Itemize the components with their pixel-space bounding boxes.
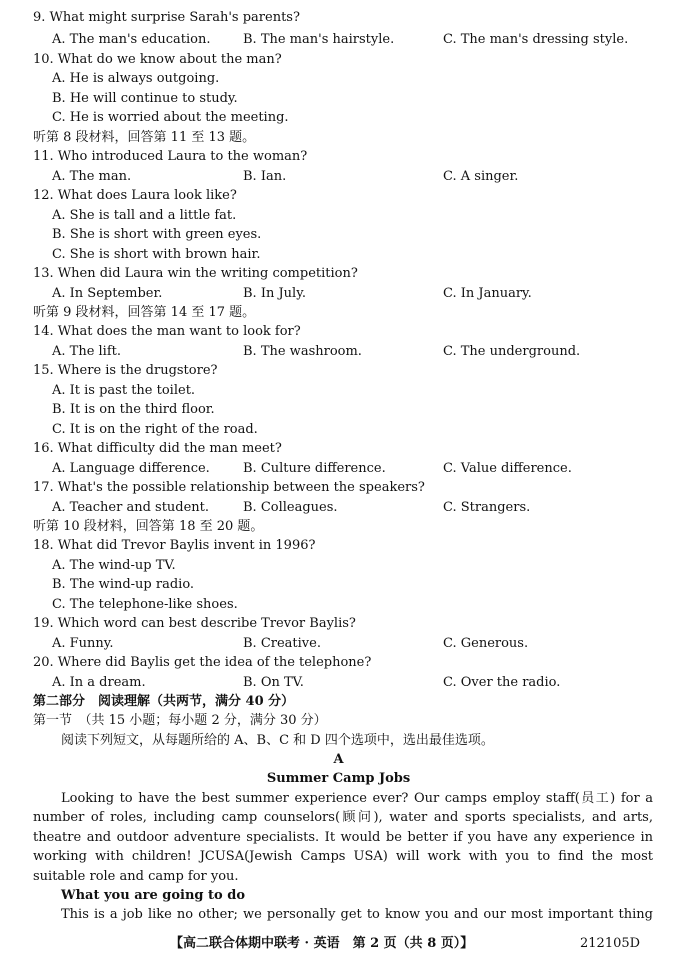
question-17-option-c: C. Strangers.: [443, 500, 531, 515]
passage-line-1: Looking to have the best summer experience ever? Our camps employ staff(员工) for a: [61, 791, 653, 806]
question-9-option-a: A. The man's education.: [52, 32, 211, 47]
question-17-option-a: A. Teacher and student.: [52, 500, 210, 515]
question-16-options: [33, 459, 653, 479]
question-18-stem: 18. What did Trevor Baylis invent in 1996?: [33, 538, 316, 553]
question-18-option-b: B. The wind-up radio.: [52, 577, 195, 592]
listening-instruction-9: 听第 9 段材料，回答第 14 至 17 题。: [33, 305, 256, 320]
question-9-options: [33, 30, 653, 50]
question-17-options: [33, 498, 653, 518]
question-12-stem: 12. What does Laura look like?: [33, 188, 237, 203]
part-2-title: 阅读理解（共两节，满分 40 分）: [98, 694, 295, 709]
passage-line-4: working with children! JCUSA(Jewish Camps USA) will work with you to find the most: [33, 849, 653, 864]
reading-instruction: 阅读下列短文，从每题所给的 A、B、C 和 D 四个选项中，选出最佳选项。: [61, 733, 494, 748]
part-2-label: 第二部分: [33, 694, 86, 709]
listening-instruction-10: 听第 10 段材料，回答第 18 至 20 题。: [33, 519, 264, 534]
question-19-option-a: A. Funny.: [52, 636, 114, 651]
question-15-option-c: C. It is on the right of the road.: [52, 422, 258, 437]
passage-line-5: suitable role and camp for you.: [33, 869, 239, 884]
question-9-stem: 9. What might surprise Sarah's parents?: [33, 10, 300, 25]
page-footer: [0, 934, 677, 954]
question-19-option-b: B. Creative.: [243, 636, 321, 651]
question-15-option-a: A. It is past the toilet.: [52, 383, 196, 398]
question-18-option-a: A. The wind-up TV.: [52, 558, 176, 573]
passage-line-6: This is a job like no other; we personally get to know you and our most important thing: [61, 907, 653, 922]
question-16-option-b: B. Culture difference.: [243, 461, 386, 476]
question-15-option-b: B. It is on the third floor.: [52, 402, 215, 417]
question-19-option-c: C. Generous.: [443, 636, 529, 651]
question-10-option-b: B. He will continue to study.: [52, 91, 238, 106]
question-10-option-c: C. He is worried about the meeting.: [52, 110, 289, 125]
question-16-option-c: C. Value difference.: [443, 461, 572, 476]
question-10-option-a: A. He is always outgoing.: [52, 71, 220, 86]
question-9-option-b: B. The man's hairstyle.: [243, 32, 395, 47]
part-2-heading: [33, 692, 653, 712]
question-20-options: [33, 673, 653, 693]
question-19-options: [33, 634, 653, 654]
listening-instruction-8: 听第 8 段材料，回答第 11 至 13 题。: [33, 130, 256, 145]
question-12-option-a: A. She is tall and a little fat.: [52, 208, 237, 223]
question-13-option-b: B. In July.: [243, 286, 306, 301]
passage-letter: A: [333, 752, 344, 767]
question-10-stem: 10. What do we know about the man?: [33, 52, 282, 67]
question-13-option-a: A. In September.: [52, 286, 163, 301]
question-14-stem: 14. What does the man want to look for?: [33, 324, 301, 339]
question-14-option-c: C. The underground.: [443, 344, 581, 359]
question-11-option-a: A. The man.: [52, 169, 132, 184]
question-11-option-b: B. Ian.: [243, 169, 287, 184]
question-12-option-b: B. She is short with green eyes.: [52, 227, 262, 242]
question-15-stem: 15. Where is the drugstore?: [33, 363, 218, 378]
question-16-option-a: A. Language difference.: [52, 461, 210, 476]
question-9-option-c: C. The man's dressing style.: [443, 32, 629, 47]
question-11-option-c: C. A singer.: [443, 169, 519, 184]
question-14-option-b: B. The washroom.: [243, 344, 362, 359]
question-13-option-c: C. In January.: [443, 286, 532, 301]
passage-title: Summer Camp Jobs: [266, 771, 411, 786]
question-17-option-b: B. Colleagues.: [243, 500, 338, 515]
question-17-stem: 17. What's the possible relationship between the speakers?: [33, 480, 425, 495]
question-20-option-c: C. Over the radio.: [443, 675, 561, 690]
question-13-stem: 13. When did Laura win the writing competition?: [33, 266, 358, 281]
passage-line-3: theatre and outdoor adventure specialists. It would be better if you have any experience in: [33, 830, 653, 845]
question-20-stem: 20. Where did Baylis get the idea of the telephone?: [33, 655, 372, 670]
question-20-option-a: A. In a dream.: [52, 675, 146, 690]
question-19-stem: 19. Which word can best describe Trevor Baylis?: [33, 616, 356, 631]
question-14-option-a: A. The lift.: [52, 344, 122, 359]
question-14-options: [33, 342, 653, 362]
section-1-heading: 第一节 （共 15 小题；每小题 2 分，满分 30 分）: [33, 713, 327, 728]
question-20-option-b: B. On TV.: [243, 675, 304, 690]
question-11-options: [33, 167, 653, 187]
question-18-option-c: C. The telephone-like shoes.: [52, 597, 238, 612]
passage-line-2: number of roles, including camp counselors(顾问), water and sports specialists, and arts,: [33, 810, 653, 825]
question-12-option-c: C. She is short with brown hair.: [52, 247, 261, 262]
footer-exam-info: 【高二联合体期中联考 · 英语 第 2 页（共 8 页）】: [170, 936, 474, 951]
question-11-stem: 11. Who introduced Laura to the woman?: [33, 149, 308, 164]
footer-code: 212105D: [580, 936, 641, 951]
question-13-options: [33, 284, 653, 304]
passage-subheading: What you are going to do: [61, 888, 246, 903]
question-16-stem: 16. What difficulty did the man meet?: [33, 441, 282, 456]
